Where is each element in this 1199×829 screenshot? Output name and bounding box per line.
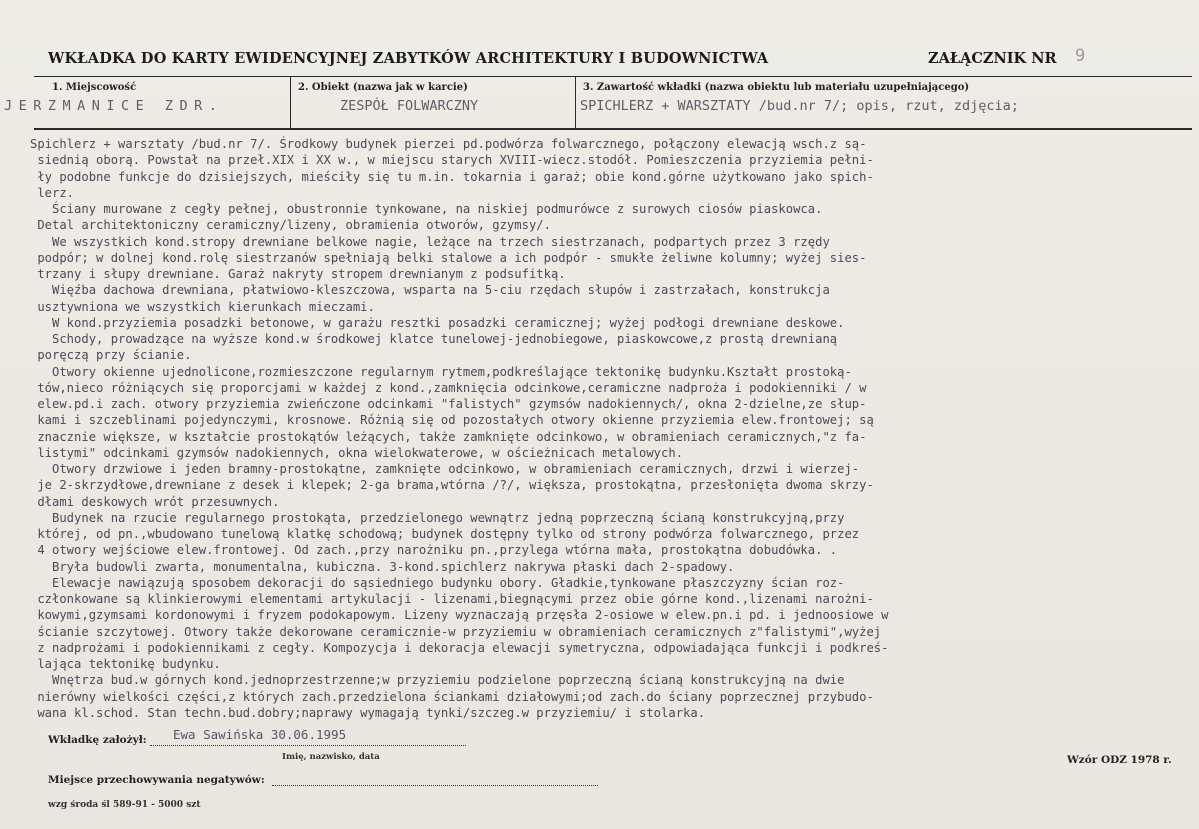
negatives-dotted-line [272, 785, 598, 786]
form-title: WKŁADKA DO KARTY EWIDENCYJNEJ ZABYTKÓW ARCHITEKTURY I BUDOWNICTWA [48, 50, 769, 67]
author-caption: Imię, nazwisko, data [282, 752, 380, 762]
place-label: 1. Miejscowość [52, 82, 137, 93]
object-label: 2. Obiekt (nazwa jak w karcie) [298, 82, 468, 93]
content-label: 3. Zawartość wkładki (nazwa obiektu lub materiału uzupełniającego) [583, 82, 970, 93]
author-label: Wkładkę założył: [48, 734, 147, 746]
negatives-label: Miejsce przechowywania negatywów: [48, 774, 265, 786]
print-note: wzg środa śl 589-91 - 5000 szt [48, 800, 201, 810]
header-divider [290, 76, 291, 128]
pattern-label: Wzór ODZ 1978 r. [1067, 754, 1172, 766]
header-bottom-rule [34, 128, 1192, 130]
annex-label: ZAŁĄCZNIK NR [928, 50, 1057, 67]
annex-number: 9 [1075, 46, 1086, 66]
place-value: JERZMANICE ZDR. [4, 98, 224, 114]
object-value: ZESPÓŁ FOLWARCZNY [340, 98, 479, 114]
content-value: SPICHLERZ + WARSZTATY /bud.nr 7/; opis, rzut, zdjęcia; [580, 98, 1019, 114]
author-dotted-line [150, 745, 466, 746]
description-text: Spichlerz + warsztaty /bud.nr 7/. Środkowy budynek pierzei pd.podwórza folwarcznego, połączony elewacją wsch.z są- siednią oborą. Powstał na przeł.XIX i XX w., w miejscu starych XVIII-wiecz.stodół. Pomieszczenia przyziemia pełni- ły podobne funkcje do dzisiejszych, mieściły się tu m.in. tokarnia i garaż; obie kond.górne użytkowano jako spich- lerz. Ściany murowane z cegły pełnej, obustronnie tynkowane, na niskiej podmurówce z surowych ciosów piaskowca. Detal architektoniczny ceramiczny/lizeny, obramienia otworów, gzymsy/. We wszystkich kond.stropy drewniane belkowe nagie, leżące na trzech siestrzanach, podpartych przez 3 rzędy podpór; w dolnej kond.rolę siestrzanów spełniają belki stalowe a ich podpór - smukłe żeliwne kolumny; wyżej sies- trzany i słupy drewniane. Garaż nakryty stropem drewnianym z podsufitką. Więźba dachowa drewniana, płatwiowo-kleszczowa, wsparta na 5-ciu rzędach słupów i zastrzałach, konstrukcja usztywniona we wszystkich kierunkach mieczami. W kond.przyziemia posadzki betonowe, w garażu resztki posadzki ceramicznej; wyżej podłogi drewniane deskowe. Schody, prowadzące na wyższe kond.w środkowej klatce tunelowej-jednobiegowe, piaskowcowe,z prostą drewnianą poręczą przy ścianie. Otwory okienne ujednolicone,rozmieszczone regularnym rytmem,podkreślające tektonikę budynku.Kształt prostoką- tów,nieco różniących się proporcjami w każdej z kond.,zamknięcia odcinkowe,ceramiczne nadproża i podokienniki / w elew.pd.i zach. otwory przyziemia zwieńczone odcinkami "falistych" gzymsów nadokiennych/, okna 2-dzielne,ze słup- kami i szczeblinami pojedynczymi, krosnowe. Różnią się od pozostałych otwory okienne przyziemia elew.frontowej; są znacznie większe, w kształcie prostokątów leżących, także zamknięte odcinkowo, w obramieniach ceramicznych,"z fa- listymi" odcinkami gzymsów nadokiennych, okna wielokwaterowe, w ościeżnicach metalowych. Otwory drzwiowe i jeden bramny-prostokątne, zamknięte odcinkowo, w obramieniach ceramicznych, drzwi i wierzej- je 2-skrzydłowe,drewniane z desek i klepek; 2-ga brama,wtórna /?/, większa, prostokątna, przesłonięta dwoma skrzy- dłami deskowych wrót przesuwnych. Budynek na rzucie regularnego prostokąta, przedzielonego wewnątrz jedną poprzeczną ścianą konstrukcyjną,przy której, od pn.,wbudowano tunelową klatkę schodową; budynek dostępny tylko od strony podwórza folwarcznego, przez 4 otwory wejściowe elew.frontowej. Od zach.,przy narożniku pn.,przylega wtórna mała, prostokątna dobudówka. . Bryła budowli zwarta, monumentalna, kubiczna. 3-kond.spichlerz nakrywa płaski dach 2-spadowy. Elewacje nawiązują sposobem dekoracji do sąsiedniego budynku obory. Gładkie,tynkowane płaszczyzny ścian roz- członkowane są klinkierowymi elementami artykulacji - lizenami,biegnącymi przez obie górne kond.,lizenami narożni- kowymi,gzymsami kordonowymi i fryzem podokapowym. Lizeny wyznaczają przęsła 2-osiowe w elew.pn.i pd. i jednoosiowe w ścianie szczytowej. Otwory także dekorowane ceramicznie-w przyziemiu w obramieniach ceramicznych z"falistymi",wyżej z nadprożami i podokiennikami z cegły. Kompozycja i dekoracja elewacji symetryczna, odpowiadająca funkcji i podkreś- lająca tektonikę budynku. Wnętrza bud.w górnych kond.jednoprzestrzenne;w przyziemiu podzielone poprzeczną ścianą konstrukcyjną na dwie nierówny wielkości części,z których zach.przedzielona ściankami działowymi;od zach.do ściany poprzecznej przybudo- wana kl.schod. Stan techn.bud.dobry;naprawy wymagają tynki/szczeg.w przyziemiu/ i stolarka. [30, 137, 889, 720]
author-typed: Ewa Sawińska 30.06.1995 [173, 727, 347, 742]
header-divider [575, 76, 576, 128]
